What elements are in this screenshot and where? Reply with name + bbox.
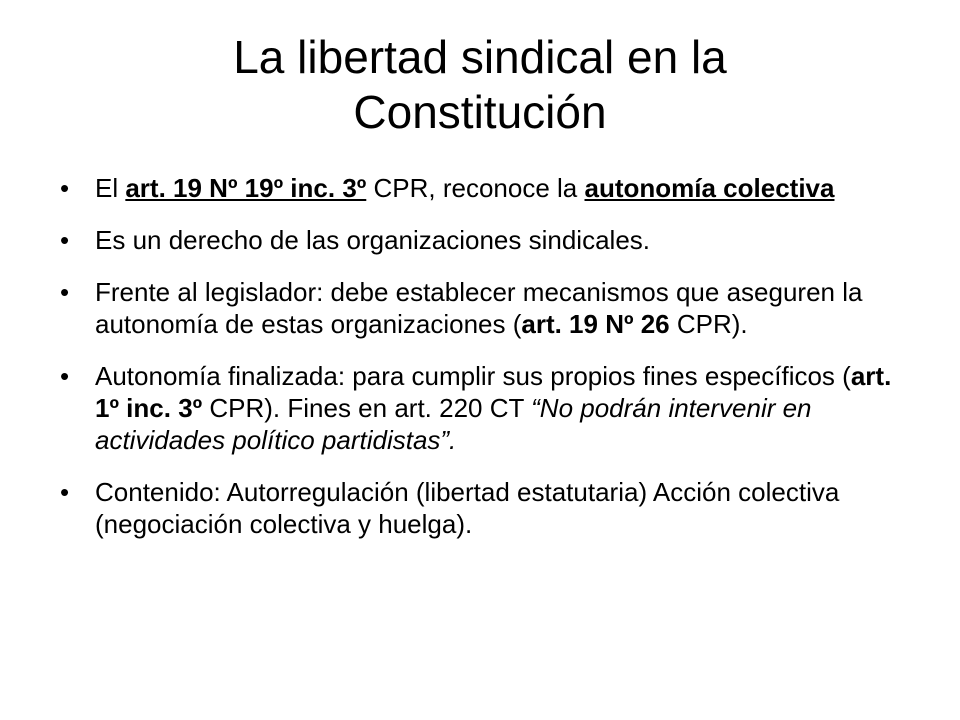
key-term: autonomía colectiva [584,173,835,203]
bullet-list [60,172,910,560]
bullet-text: Es un derecho de las organizaciones sindicales. [95,225,651,255]
quote-text: “No podrán intervenir en actividades político partidistas”. [95,393,812,455]
bullet-icon: • [60,277,70,307]
bullet-icon: • [60,361,70,391]
bullet-icon: • [60,477,70,507]
bullet-item [60,360,910,456]
slide-title [60,30,900,140]
title-line-1: La libertad sindical en la [233,31,727,83]
bullet-icon: • [60,173,70,203]
bullet-text: Frente al legislador: debe establecer mecanismos que aseguren la autonomía de estas organizaciones ( [95,277,863,339]
bullet-icon: • [60,225,70,255]
bullet-text: Contenido: Autorregulación (libertad estatutaria) Acción colectiva (negociación colectiva y huelga). [95,477,840,539]
article-reference: art. 19 Nº 26 [521,309,670,339]
bullet-item [60,172,910,204]
bullet-item [60,476,910,540]
bullet-item [60,224,910,256]
title-line-2: Constitución [353,86,607,138]
bullet-text: CPR). [669,309,748,339]
bullet-item [60,276,910,340]
bullet-text: Autonomía finalizada: para cumplir sus propios fines específicos ( [95,361,851,391]
article-reference: art. 1º inc. 3º [95,361,892,423]
bullet-text: CPR). Fines en art. 220 CT [202,393,532,423]
bullet-text: El [95,173,126,203]
bullet-text: CPR, reconoce la [366,173,585,203]
article-reference: art. 19 Nº 19º inc. 3º [125,173,367,203]
